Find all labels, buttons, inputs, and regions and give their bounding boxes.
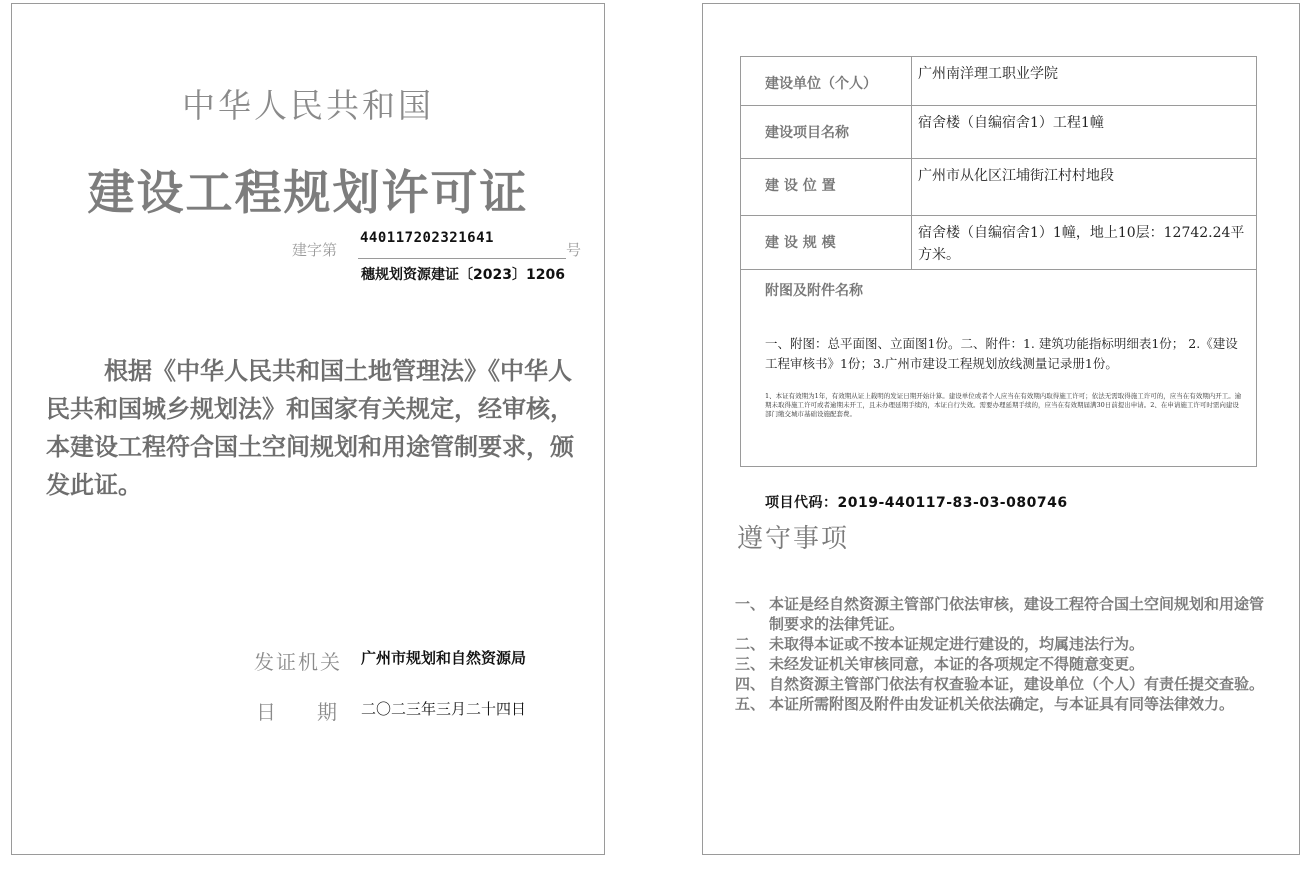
notice-text: 未取得本证或不按本证规定进行建设的，均属违法行为。	[769, 635, 1145, 653]
issue-date: 二〇二三年三月二十四日	[361, 700, 527, 718]
table-row	[741, 216, 1257, 270]
certificate-cover-page	[11, 3, 605, 855]
notice-number: 四、	[735, 675, 766, 693]
row-value: 宿舍楼（自编宿舍1）1幢，地上10层：12742.24平方米。	[912, 216, 1257, 270]
notice-list	[735, 594, 1267, 714]
certificate-number-label: 建字第	[292, 241, 338, 259]
project-code: 项目代码：2019-440117-83-03-080746	[765, 495, 1068, 511]
notice-title: 遵守事项	[737, 524, 850, 554]
row-value: 宿舍楼（自编宿舍1）工程1幢	[912, 106, 1257, 159]
certificate-title: 建设工程规划许可证	[87, 166, 529, 221]
table-row-attachments	[741, 270, 1257, 467]
row-label: 建 设 位 置	[741, 159, 912, 216]
certificate-number-suffix: 号	[566, 241, 582, 259]
issuer-label: 发证机关	[254, 650, 342, 674]
attachments-cell	[741, 270, 1257, 467]
row-value: 广州市从化区江埔街江村村地段	[912, 159, 1257, 216]
notice-number: 三、	[735, 655, 766, 673]
row-label: 建设项目名称	[741, 106, 912, 159]
row-label: 建 设 规 模	[741, 216, 912, 270]
date-label-second-char: 期	[317, 700, 337, 724]
table-row	[741, 159, 1257, 216]
list-item	[735, 594, 1267, 634]
country-name: 中华人民共和国	[182, 86, 434, 125]
notice-number: 五、	[735, 695, 766, 713]
notice-text: 本证所需附图及附件由发证机关依法确定，与本证具有同等法律效力。	[769, 695, 1235, 713]
certificate-details-page	[702, 3, 1300, 855]
notice-text: 自然资源主管部门依法有权查验本证，建设单位（个人）有责任提交查验。	[769, 675, 1265, 693]
list-item	[735, 674, 1267, 694]
issuer-name: 广州市规划和自然资源局	[361, 649, 527, 667]
row-value: 广州南洋理工职业学院	[912, 57, 1257, 106]
preamble-text: 根据《中华人民共和国土地管理法》《中华人民共和国城乡规划法》和国家有关规定，经审核，本建设工程符合国土空间规划和用途管制要求，颁发此证。	[46, 357, 574, 499]
project-info-table	[740, 56, 1257, 467]
table-row	[741, 106, 1257, 159]
date-label-first-char: 日	[256, 700, 276, 724]
notice-number: 二、	[735, 635, 766, 653]
notice-number: 一、	[735, 595, 766, 613]
attachments-label: 附图及附件名称	[765, 283, 863, 299]
attachments-text: 一、附图：总平面图、立面图1份。二、附件：1. 建筑功能指标明细表1份； 2.《建设工程审核书》1份；3.广州市建设工程规划放线测量记录册1份。	[765, 336, 1238, 371]
row-label: 建设单位（个人）	[741, 57, 912, 106]
list-item	[735, 694, 1267, 714]
certificate-number-underline	[358, 258, 566, 259]
reference-number: 穗规划资源建证〔2023〕1206	[361, 267, 565, 283]
notice-text: 本证是经自然资源主管部门依法审核，建设工程符合国土空间规划和用途管制要求的法律凭证。	[769, 595, 1265, 633]
notice-text: 未经发证机关审核同意，本证的各项规定不得随意变更。	[769, 655, 1145, 673]
certificate-number: 440117202321641	[360, 230, 494, 246]
list-item	[735, 654, 1267, 674]
table-row	[741, 57, 1257, 106]
list-item	[735, 634, 1267, 654]
attachments-fine-print: 1、本证有效期为1年，有效期从证上载明的发证日期开始计算。建设单位或者个人应当在有效期内取得施工许可；依法无需取得施工许可的，应当在有效期内开工。逾期未取得施工许可或者逾期未开工，且未办理延期手续的，本证自行失效。需要办理延期手续的，应当在有效期届满30日前提出申请。2、在申请施工许可时需向建设部门缴交城市基础设施配套费。	[765, 392, 1242, 418]
